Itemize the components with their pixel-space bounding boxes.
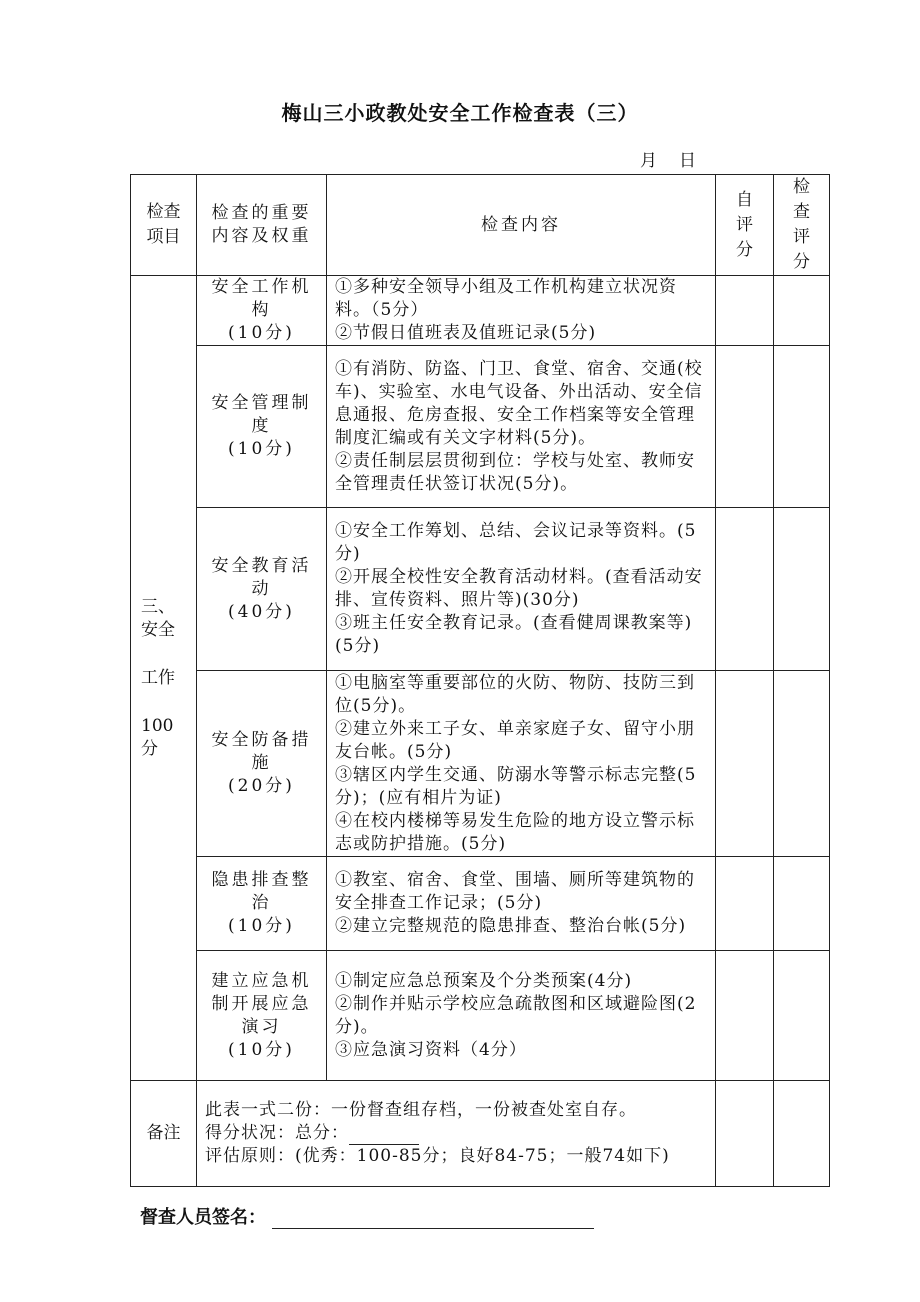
header-check-score: 检查评分: [774, 175, 830, 276]
remarks-row: [131, 1081, 830, 1187]
remarks-line: 此表一式二份：一份督查组存档，一份被查处室自存。: [205, 1100, 637, 1120]
check-score-cell[interactable]: [774, 346, 830, 508]
content-cell: ①安全工作筹划、总结、会议记录等资料。(5分) ②开展全校性安全教育活动材料。(查看活动安排、宣传资料、照片等)(30分) ③班主任安全教育记录。(查看健周课教案等)(5分): [327, 508, 716, 671]
total-score-blank[interactable]: [349, 1128, 419, 1145]
content-cell: ①有消防、防盗、门卫、食堂、宿舍、交通(校车)、实验室、水电气设备、外出活动、安全信息通报、危房查报、安全工作档案等安全管理制度汇编或有关文字材料(5分)。 ②责任制层层贯彻到位：学校与处室、教师安全管理责任状签订状况(5分)。: [327, 346, 716, 508]
item-cell: 安全防备措施 (20分): [197, 671, 327, 857]
content-cell: ①制定应急总预案及个分类预案(4分) ②制作并贴示学校应急疏散图和区域避险图(2分)。 ③应急演习资料（4分）: [327, 951, 716, 1081]
remarks-line: 得分状况：总分：: [205, 1122, 707, 1145]
category-line: 安全: [141, 619, 175, 640]
item-cell: 隐患排查整治 (10分): [197, 857, 327, 951]
table-row: [131, 857, 830, 951]
category-line: 三、: [141, 596, 175, 617]
self-score-cell[interactable]: [716, 508, 774, 671]
day-label: 日: [679, 151, 698, 171]
month-label: 月: [640, 151, 659, 171]
signature-blank[interactable]: [272, 1210, 594, 1229]
item-cell: 安全工作机构 (10分): [197, 276, 327, 346]
header-content: 检查内容: [327, 175, 716, 276]
self-score-cell[interactable]: [716, 346, 774, 508]
item-cell: 建立应急机制开展应急演习 (10分): [197, 951, 327, 1081]
self-score-cell[interactable]: [716, 1081, 774, 1187]
date-line: [640, 146, 718, 171]
header-item: 检查的重要内容及权重: [197, 175, 327, 276]
check-score-cell[interactable]: [774, 276, 830, 346]
self-score-cell[interactable]: [716, 276, 774, 346]
self-score-cell[interactable]: [716, 951, 774, 1081]
item-cell: 安全教育活动 (40分): [197, 508, 327, 671]
page-title: 梅山三小政教处安全工作检查表（三）: [281, 101, 639, 125]
signature-line: [140, 1203, 594, 1229]
table-row: [131, 671, 830, 857]
header-row: [131, 175, 830, 276]
check-score-cell[interactable]: [774, 671, 830, 857]
remarks-content: [197, 1081, 716, 1187]
table-row: [131, 276, 830, 346]
category-line: 100: [141, 715, 174, 736]
content-cell: ①电脑室等重要部位的火防、物防、技防三到位(5分)。 ②建立外来工子女、单亲家庭子女、留守小朋友台帐。(5分) ③辖区内学生交通、防溺水等警示标志完整(5分)；(应有相片为证) ④在校内楼梯等易发生危险的地方设立警示标志或防护措施。(5分): [327, 671, 716, 857]
inspection-table: [130, 174, 830, 1187]
content-cell: ①教室、宿舍、食堂、围墙、厕所等建筑物的安全排查工作记录；(5分) ②建立完整规范的隐患排查、整治台帐(5分): [327, 857, 716, 951]
item-cell: 安全管理制度 (10分): [197, 346, 327, 508]
signature-label: 督查人员签名：: [140, 1207, 266, 1228]
check-score-cell[interactable]: [774, 508, 830, 671]
remarks-line: 评估原则：(优秀：100-85分；良好84-75；一般74如下): [205, 1146, 670, 1166]
check-score-cell[interactable]: [774, 857, 830, 951]
category-cell: [131, 276, 197, 1081]
self-score-cell[interactable]: [716, 671, 774, 857]
check-score-cell[interactable]: [774, 1081, 830, 1187]
remarks-label: 备注: [131, 1081, 197, 1187]
header-category: 检查项目: [131, 175, 197, 276]
table-row: [131, 346, 830, 508]
self-score-cell[interactable]: [716, 857, 774, 951]
table-row: [131, 951, 830, 1081]
content-cell: ①多种安全领导小组及工作机构建立状况资料。（5分） ②节假日值班表及值班记录(5分): [327, 276, 716, 346]
category-line: 工作: [141, 667, 175, 688]
table-row: [131, 508, 830, 671]
header-self-score: 自评分: [716, 175, 774, 276]
check-score-cell[interactable]: [774, 951, 830, 1081]
category-line: 分: [141, 738, 158, 759]
